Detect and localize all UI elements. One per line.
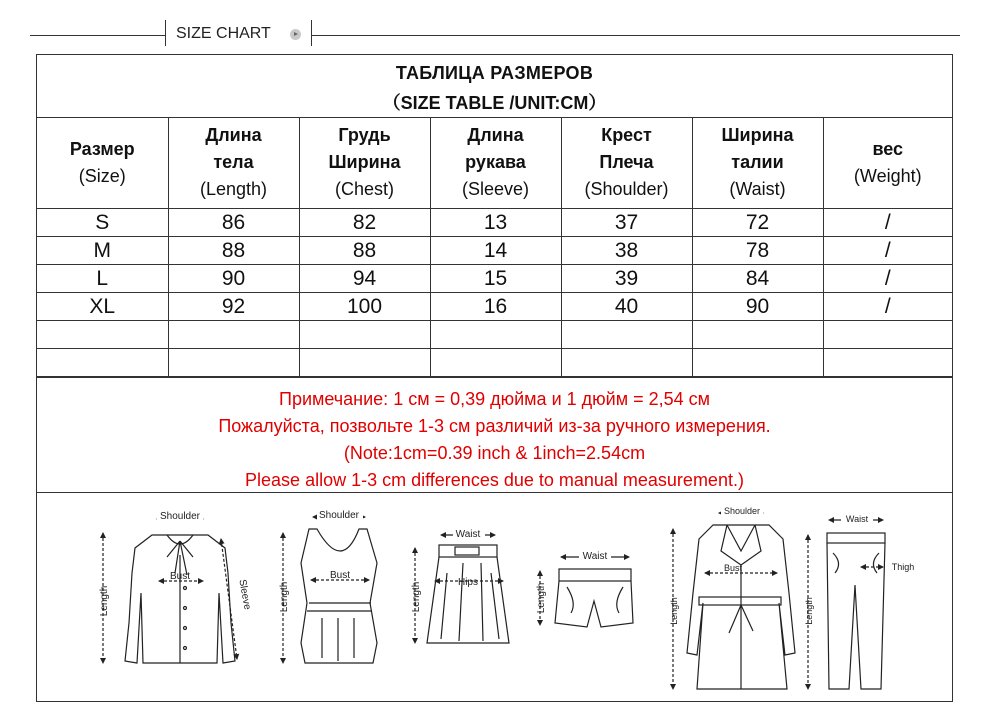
column-header-size — [37, 117, 168, 209]
table-cell: / — [823, 209, 952, 237]
table-cell — [37, 349, 168, 377]
table-cell — [823, 321, 952, 349]
column-header-ru: рукава — [465, 152, 526, 172]
table-cell: 16 — [430, 293, 561, 321]
shorts-illustration — [536, 550, 633, 627]
coat-bust-label: Bust — [723, 563, 743, 573]
table-cell: / — [823, 293, 952, 321]
table-cell: M — [37, 237, 168, 265]
table-cell — [168, 349, 299, 377]
table-cell: 88 — [299, 237, 430, 265]
column-header-length — [168, 117, 299, 209]
table-row — [37, 321, 952, 349]
column-header-ru: Крест — [601, 125, 652, 145]
table-title-block — [37, 55, 952, 118]
column-header-en: (Chest) — [334, 179, 394, 199]
table-cell: 82 — [299, 209, 430, 237]
table-row — [37, 209, 952, 237]
table-cell: 84 — [692, 265, 823, 293]
table-cell: S — [37, 209, 168, 237]
coat-length-label: Length — [669, 597, 679, 625]
column-header-shoulder — [561, 117, 692, 209]
column-header-ru: Плеча — [599, 152, 654, 172]
column-header-waist — [692, 117, 823, 209]
column-header-ru: вес — [872, 138, 904, 159]
table-row — [37, 265, 952, 293]
table-cell — [692, 349, 823, 377]
table-row — [37, 293, 952, 321]
vest-illustration — [279, 509, 377, 663]
header-rule-left — [30, 35, 165, 36]
column-header-ru: Ширина — [721, 125, 794, 145]
column-header-ru: Размер — [69, 138, 135, 159]
measurement-notes — [37, 377, 952, 493]
column-header-en: (Length) — [199, 179, 268, 199]
note-line: Примечание: 1 см = 0,39 дюйма и 1 дюйм = 2,54 см — [279, 389, 710, 409]
skirt-hips-label: Hips — [457, 577, 479, 588]
size-chart-frame — [36, 54, 953, 702]
table-row — [37, 237, 952, 265]
column-header-weight — [823, 117, 952, 209]
table-cell — [299, 349, 430, 377]
coat-shoulder-label: Shoulder — [723, 506, 761, 516]
coat-illustration — [669, 505, 795, 689]
vest-bust-label: Bust — [329, 570, 351, 581]
table-cell: L — [37, 265, 168, 293]
table-cell — [823, 349, 952, 377]
column-header-ru: Грудь — [338, 125, 391, 145]
table-cell: / — [823, 265, 952, 293]
pants-illustration — [804, 513, 914, 689]
column-header-en: (Size) — [78, 165, 126, 186]
note-line: Please allow 1-3 cm differences due to manual measurement.) — [245, 470, 744, 490]
table-cell: 39 — [561, 265, 692, 293]
table-cell — [168, 321, 299, 349]
column-header-ru: Длина — [205, 125, 262, 145]
measurement-illustrations — [37, 493, 952, 701]
skirt-waist-label: Waist — [455, 529, 481, 540]
table-cell: XL — [37, 293, 168, 321]
table-cell — [561, 349, 692, 377]
shirt-shoulder-label: Shoulder — [159, 511, 201, 522]
header-title: SIZE CHART — [176, 25, 271, 42]
table-title-en: （SIZE TABLE /UNIT:CM） — [382, 93, 607, 113]
size-table — [37, 117, 952, 377]
vest-shoulder-label: Shoulder — [318, 510, 360, 521]
table-row — [37, 349, 952, 377]
table-cell: 88 — [168, 237, 299, 265]
column-header-chest — [299, 117, 430, 209]
table-cell: 13 — [430, 209, 561, 237]
table-cell: 38 — [561, 237, 692, 265]
table-cell: 14 — [430, 237, 561, 265]
table-cell: 86 — [168, 209, 299, 237]
header-divider — [165, 20, 166, 46]
table-cell: 92 — [168, 293, 299, 321]
note-line: Пожалуйста, позвольте 1-3 см различий из-за ручного измерения. — [218, 416, 771, 436]
table-cell: 72 — [692, 209, 823, 237]
table-cell — [430, 321, 561, 349]
play-arrow-icon — [290, 29, 301, 40]
shirt-sleeve-label: Sleeve — [236, 578, 253, 611]
shorts-length-label: Length — [536, 582, 547, 614]
column-header-en: (Sleeve) — [461, 179, 530, 199]
pants-length-label: Length — [804, 597, 814, 625]
column-header-en: (Weight) — [853, 165, 922, 186]
header-divider — [311, 20, 312, 46]
table-cell — [561, 321, 692, 349]
column-header-en: (Waist) — [729, 179, 786, 199]
table-cell: 37 — [561, 209, 692, 237]
column-header-ru: Ширина — [328, 152, 401, 172]
column-header-ru: талии — [731, 152, 784, 172]
column-header-sleeve — [430, 117, 561, 209]
table-cell — [692, 321, 823, 349]
header-rule-right — [312, 35, 960, 36]
column-header-ru: Длина — [467, 125, 524, 145]
table-header-row — [37, 117, 952, 209]
column-header-ru: тела — [213, 152, 254, 172]
pants-thigh-label: Thigh — [891, 562, 915, 572]
table-cell: 94 — [299, 265, 430, 293]
table-cell — [430, 349, 561, 377]
table-cell: 90 — [168, 265, 299, 293]
shirt-illustration — [99, 510, 253, 663]
skirt-length-label: Length — [411, 581, 422, 613]
table-cell: 40 — [561, 293, 692, 321]
skirt-illustration — [411, 528, 509, 643]
table-title-ru: ТАБЛИЦА РАЗМЕРОВ — [395, 63, 594, 83]
note-line: (Note:1cm=0.39 inch & 1inch=2.54cm — [343, 443, 646, 463]
table-cell: 100 — [299, 293, 430, 321]
pants-waist-label: Waist — [845, 514, 869, 524]
table-cell: 78 — [692, 237, 823, 265]
shorts-waist-label: Waist — [582, 551, 608, 562]
table-cell — [299, 321, 430, 349]
table-cell: 15 — [430, 265, 561, 293]
column-header-en: (Shoulder) — [584, 179, 669, 199]
shirt-length-label: Length — [99, 585, 110, 617]
table-cell: 90 — [692, 293, 823, 321]
vest-length-label: Length — [279, 581, 290, 613]
table-cell — [37, 321, 168, 349]
table-cell: / — [823, 237, 952, 265]
shirt-bust-label: Bust — [169, 571, 191, 582]
